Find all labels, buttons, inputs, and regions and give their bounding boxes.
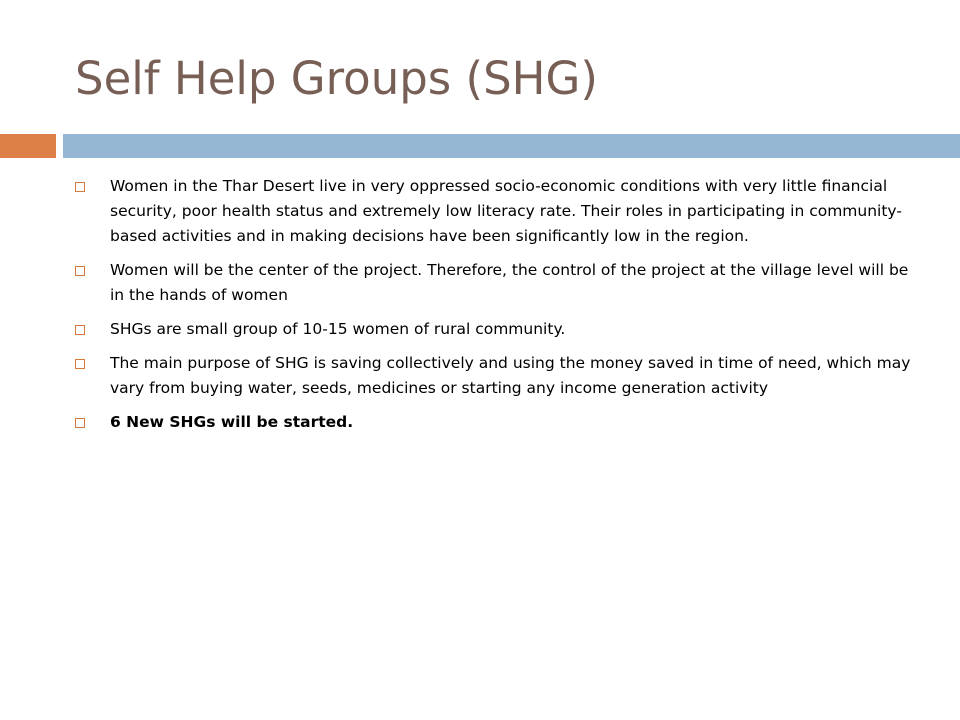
bullet-item-shg-purpose [75,351,925,401]
bullet-text: The main purpose of SHG is saving collectively and using the money saved in time of need, which may vary from buying water, seeds, medicines or starting any income generation activity [110,354,911,397]
bullet-list [75,174,925,444]
square-bullet-icon [75,359,85,369]
square-bullet-icon [75,182,85,192]
slide-title: Self Help Groups (SHG) [75,52,598,105]
bullet-item-women-center [75,258,925,308]
square-bullet-icon [75,266,85,276]
bullet-item-women-conditions [75,174,925,249]
title-accent-bar [0,134,56,158]
title-underline-bar [63,134,960,158]
bullet-item-shg-size [75,317,925,342]
square-bullet-icon [75,418,85,428]
bullet-text: Women will be the center of the project. Therefore, the control of the project at the village level will be in the hands of women [110,261,909,304]
bullet-text: SHGs are small group of 10-15 women of rural community. [110,320,566,338]
bullet-text: Women in the Thar Desert live in very oppressed socio-economic conditions with very little financial security, poor health status and extremely low literacy rate. Their roles in participating in community-based activities and in making decisions have been significantly low in the region. [110,177,902,245]
bullet-item-new-shgs [75,410,925,435]
square-bullet-icon [75,325,85,335]
bullet-text: 6 New SHGs will be started. [110,413,354,431]
